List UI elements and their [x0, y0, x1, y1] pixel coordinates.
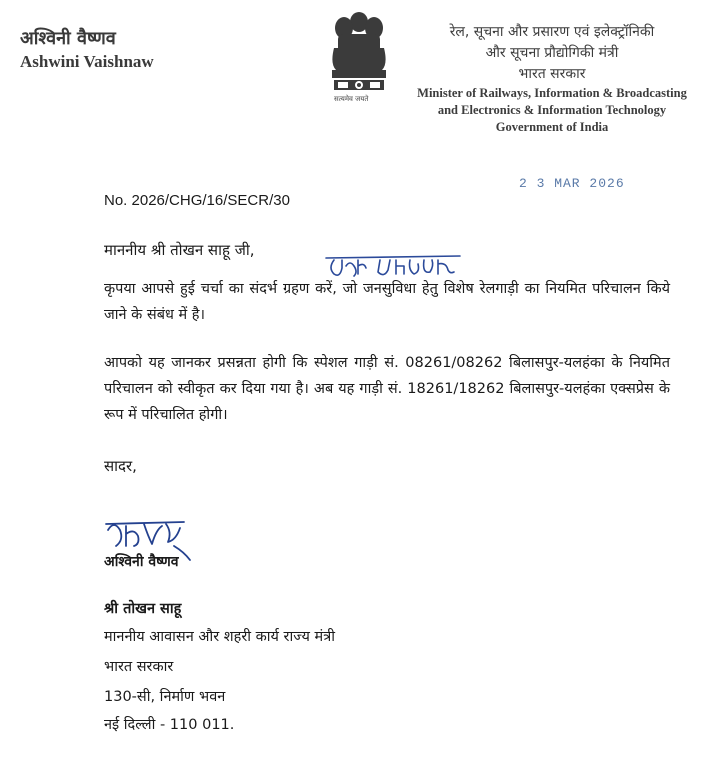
addressee-name: श्री तोखन साहू [104, 601, 182, 617]
salutation: माननीय श्री तोखन साहू जी, [104, 241, 255, 259]
sender-name-hindi: अश्विनी वैष्णव [20, 28, 116, 49]
addressee-city: नई दिल्ली - 110 011. [104, 717, 235, 733]
designation-english-line-3: Government of India [495, 120, 609, 134]
addressee-building: 130-सी, निर्माण भवन [104, 689, 226, 705]
addressee-designation: माननीय आवासन और शहरी कार्य राज्य मंत्री [104, 629, 335, 645]
addressee-government: भारत सरकार [104, 659, 174, 675]
designation-english-line-1: Minister of Railways, Information & Broadcasting [417, 86, 687, 100]
emblem-motto: सत्यमेव जयते [334, 95, 369, 103]
designation-hindi-line-1: रेल, सूचना और प्रसारण एवं इलेक्ट्रॉनिकी [449, 24, 655, 40]
signatory-name: अश्विनी वैष्णव [104, 554, 179, 570]
closing-regards: सादर, [104, 457, 137, 475]
sender-designation [412, 22, 692, 136]
designation-english-line-2: and Electronics & Information Technology [437, 103, 667, 117]
body-paragraph-2: आपको यह जानकर प्रसन्नता होगी कि स्पेशल गाड़ी सं. 08261/08262 बिलासपुर-यलहंका के नियमित परिचालन को स्वीकृत कर दिया गया है। अब यह गाड़ी सं. 18261/18262 बिलासपुर-यलहंका एक्सप्रेस के रूप में परिचालित होगी। [104, 355, 670, 423]
sender-name-english: Ashwini Vaishnaw [20, 52, 154, 71]
reference-number: No. 2026/CHG/16/SECR/30 [104, 192, 290, 209]
body-paragraph-1: कृपया आपसे हुई चर्चा का संदर्भ ग्रहण करें, जो जनसुविधा हेतु विशेष रेलगाड़ी का नियमित परिचालन किये जाने के संबंध में है। [104, 281, 670, 323]
date-stamp: 2 3 MAR 2026 [519, 176, 625, 191]
designation-hindi-line-2: और सूचना प्रौद्योगिकी मंत्री [485, 45, 619, 61]
designation-hindi-line-3: भारत सरकार [518, 66, 586, 82]
